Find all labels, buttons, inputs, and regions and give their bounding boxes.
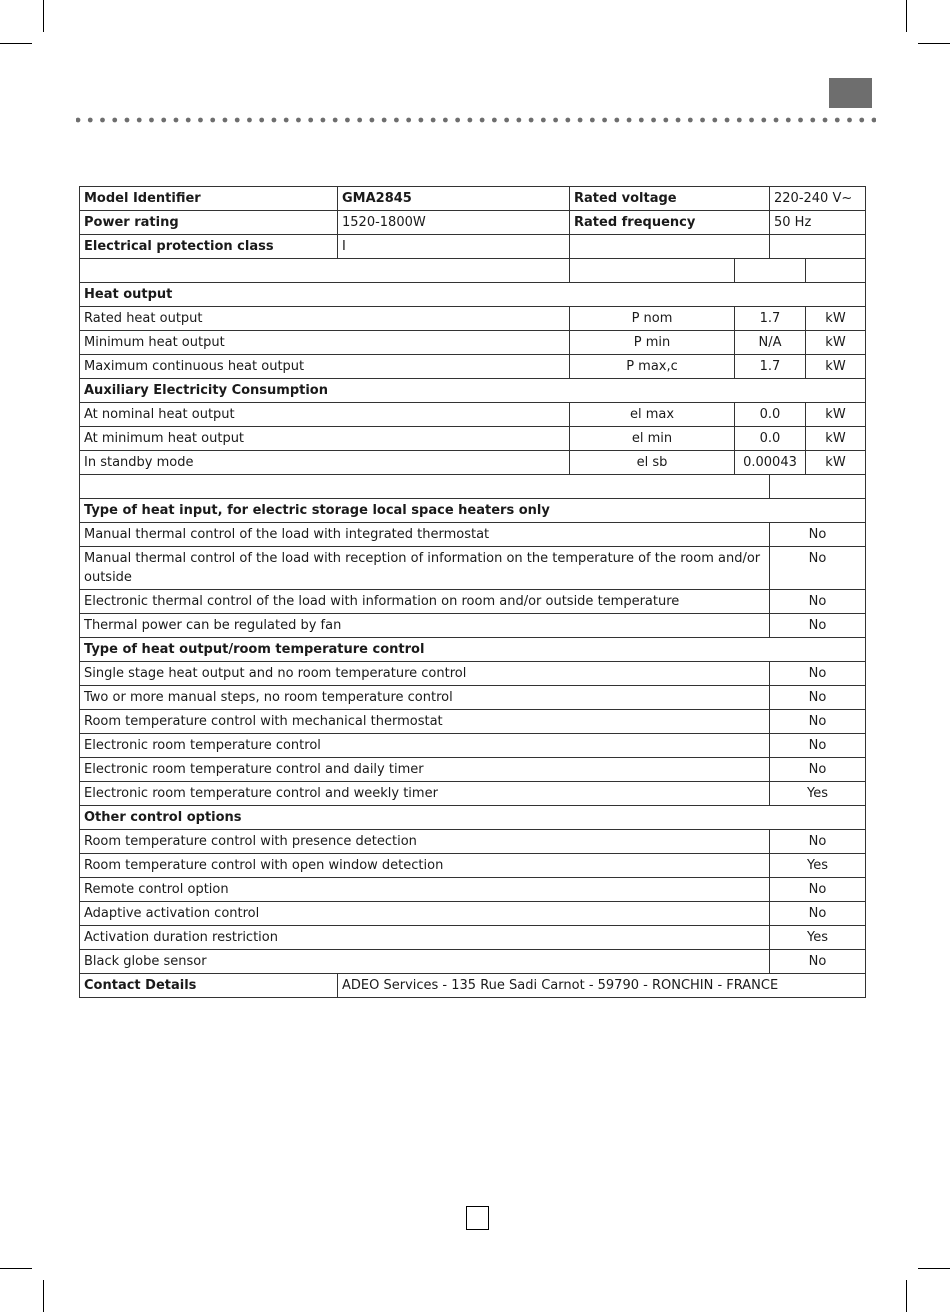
rule-dot — [394, 118, 399, 123]
row-symbol: el max — [570, 403, 735, 427]
table-row — [80, 475, 866, 499]
rule-dot — [76, 118, 80, 123]
rule-dot — [333, 118, 338, 123]
row-value: No — [770, 614, 866, 638]
row-value: No — [770, 758, 866, 782]
rule-dot — [786, 118, 791, 123]
row-value: No — [770, 686, 866, 710]
table-row — [80, 854, 866, 878]
table-row — [80, 355, 866, 379]
rule-dot — [431, 118, 436, 123]
table-row — [80, 259, 866, 283]
rule-dot — [247, 118, 252, 123]
table-row — [80, 187, 866, 211]
rule-dot — [418, 118, 423, 123]
empty-cell — [80, 475, 770, 499]
table-row — [80, 523, 866, 547]
empty-cell — [735, 259, 806, 283]
row-label: Remote control option — [80, 878, 770, 902]
table-row — [80, 878, 866, 902]
section-heading-row — [80, 499, 866, 523]
page-tab-marker — [829, 78, 872, 108]
table-row — [80, 451, 866, 475]
section-heading-row — [80, 638, 866, 662]
rule-dot — [345, 118, 350, 123]
rule-dot — [223, 118, 228, 123]
rule-dot — [798, 118, 803, 123]
crop-mark — [43, 1280, 44, 1312]
rule-dot — [810, 118, 815, 123]
row-label: At nominal heat output — [80, 403, 570, 427]
row-label: Two or more manual steps, no room temperature control — [80, 686, 770, 710]
row-value: No — [770, 830, 866, 854]
row-value: Yes — [770, 926, 866, 950]
rule-dot — [725, 118, 730, 123]
table-row — [80, 974, 866, 998]
table-row — [80, 614, 866, 638]
row-symbol: el min — [570, 427, 735, 451]
empty-cell — [570, 259, 735, 283]
row-label: Minimum heat output — [80, 331, 570, 355]
rule-dot — [676, 118, 681, 123]
table-row — [80, 590, 866, 614]
table-row — [80, 758, 866, 782]
rule-dot — [112, 118, 117, 123]
contact-details-value: ADEO Services - 135 Rue Sadi Carnot - 59790 - RONCHIN - FRANCE — [338, 974, 866, 998]
rule-dot — [88, 118, 93, 123]
protection-class-label: Electrical protection class — [80, 235, 338, 259]
row-unit: kW — [806, 355, 866, 379]
row-label: Maximum continuous heat output — [80, 355, 570, 379]
table-row — [80, 830, 866, 854]
rule-dot — [272, 118, 277, 123]
rule-dot — [627, 118, 632, 123]
row-label: Manual thermal control of the load with reception of information on the temperature of the room and/or outside — [80, 547, 770, 590]
row-label: Room temperature control with open window detection — [80, 854, 770, 878]
rule-dot — [737, 118, 742, 123]
row-value: No — [770, 590, 866, 614]
table-row — [80, 734, 866, 758]
rule-dot — [590, 118, 595, 123]
row-value: No — [770, 734, 866, 758]
rated-frequency-label: Rated frequency — [570, 211, 770, 235]
crop-mark — [906, 1280, 907, 1312]
rule-dot — [100, 118, 105, 123]
table-row — [80, 782, 866, 806]
dotted-rule — [76, 116, 876, 126]
rule-dot — [651, 118, 656, 123]
rule-dot — [308, 118, 313, 123]
row-label: At minimum heat output — [80, 427, 570, 451]
crop-mark — [43, 0, 44, 32]
row-unit: kW — [806, 451, 866, 475]
rule-dot — [198, 118, 203, 123]
rule-dot — [516, 118, 521, 123]
section-heading-row — [80, 283, 866, 307]
rule-dot — [565, 118, 570, 123]
row-value: No — [770, 902, 866, 926]
section-heading: Type of heat output/room temperature control — [80, 638, 866, 662]
row-label: Thermal power can be regulated by fan — [80, 614, 770, 638]
rule-dot — [872, 118, 876, 123]
empty-cell — [770, 475, 866, 499]
rule-dot — [541, 118, 546, 123]
crop-mark — [0, 1268, 32, 1269]
row-value: No — [770, 710, 866, 734]
row-unit: kW — [806, 427, 866, 451]
rule-dot — [259, 118, 264, 123]
rule-dot — [749, 118, 754, 123]
model-identifier-value: GMA2845 — [338, 187, 570, 211]
contact-details-label: Contact Details — [80, 974, 338, 998]
rule-dot — [639, 118, 644, 123]
section-heading: Auxiliary Electricity Consumption — [80, 379, 866, 403]
section-heading: Type of heat input, for electric storage local space heaters only — [80, 499, 866, 523]
crop-mark — [0, 43, 32, 44]
table-row — [80, 547, 866, 590]
rule-dot — [382, 118, 387, 123]
rule-dot — [137, 118, 142, 123]
row-symbol: P nom — [570, 307, 735, 331]
empty-cell — [80, 259, 570, 283]
rule-dot — [529, 118, 534, 123]
row-value: 1.7 — [735, 355, 806, 379]
rule-dot — [823, 118, 828, 123]
rule-dot — [296, 118, 301, 123]
rule-dot — [614, 118, 619, 123]
rule-dot — [370, 118, 375, 123]
rule-dot — [835, 118, 840, 123]
row-label: Room temperature control with presence detection — [80, 830, 770, 854]
row-label: Rated heat output — [80, 307, 570, 331]
row-label: In standby mode — [80, 451, 570, 475]
row-symbol: P min — [570, 331, 735, 355]
row-value: Yes — [770, 854, 866, 878]
rule-dot — [847, 118, 852, 123]
row-label: Electronic thermal control of the load with information on room and/or outside temperature — [80, 590, 770, 614]
rule-dot — [663, 118, 668, 123]
empty-cell — [770, 235, 866, 259]
crop-mark — [918, 43, 950, 44]
table-row — [80, 427, 866, 451]
rule-dot — [406, 118, 411, 123]
rule-dot — [480, 118, 485, 123]
rule-dot — [761, 118, 766, 123]
rule-dot — [125, 118, 130, 123]
rule-dot — [859, 118, 864, 123]
row-value: 0.0 — [735, 403, 806, 427]
rule-dot — [602, 118, 607, 123]
table-row — [80, 211, 866, 235]
row-label: Room temperature control with mechanical thermostat — [80, 710, 770, 734]
spec-table — [79, 186, 866, 998]
row-unit: kW — [806, 307, 866, 331]
rated-voltage-label: Rated voltage — [570, 187, 770, 211]
row-label: Electronic room temperature control and daily timer — [80, 758, 770, 782]
rule-dot — [553, 118, 558, 123]
table-row — [80, 307, 866, 331]
empty-cell — [806, 259, 866, 283]
model-identifier-label: Model Identifier — [80, 187, 338, 211]
row-value: 0.0 — [735, 427, 806, 451]
row-label: Black globe sensor — [80, 950, 770, 974]
rule-dot — [284, 118, 289, 123]
protection-class-value: I — [338, 235, 570, 259]
row-label: Adaptive activation control — [80, 902, 770, 926]
section-heading-row — [80, 806, 866, 830]
table-row — [80, 710, 866, 734]
rule-dot — [467, 118, 472, 123]
rule-dot — [688, 118, 693, 123]
row-label: Manual thermal control of the load with integrated thermostat — [80, 523, 770, 547]
power-rating-value: 1520-1800W — [338, 211, 570, 235]
row-value: No — [770, 523, 866, 547]
crop-mark — [906, 0, 907, 32]
row-value: 0.00043 — [735, 451, 806, 475]
row-symbol: P max,c — [570, 355, 735, 379]
table-row — [80, 950, 866, 974]
table-row — [80, 235, 866, 259]
row-value: 1.7 — [735, 307, 806, 331]
row-value: Yes — [770, 782, 866, 806]
rated-frequency-value: 50 Hz — [770, 211, 866, 235]
row-label: Single stage heat output and no room temperature control — [80, 662, 770, 686]
rule-dot — [161, 118, 166, 123]
row-value: N/A — [735, 331, 806, 355]
rule-dot — [357, 118, 362, 123]
row-value: No — [770, 547, 866, 590]
row-value: No — [770, 662, 866, 686]
table-row — [80, 662, 866, 686]
table-row — [80, 686, 866, 710]
rule-dot — [774, 118, 779, 123]
row-label: Activation duration restriction — [80, 926, 770, 950]
row-value: No — [770, 950, 866, 974]
power-rating-label: Power rating — [80, 211, 338, 235]
rule-dot — [700, 118, 705, 123]
rule-dot — [492, 118, 497, 123]
rule-dot — [578, 118, 583, 123]
row-unit: kW — [806, 331, 866, 355]
crop-mark — [918, 1268, 950, 1269]
rule-dot — [235, 118, 240, 123]
rule-dot — [186, 118, 191, 123]
table-row — [80, 926, 866, 950]
section-heading-row — [80, 379, 866, 403]
row-label: Electronic room temperature control and weekly timer — [80, 782, 770, 806]
rule-dot — [712, 118, 717, 123]
rule-dot — [443, 118, 448, 123]
rule-dot — [174, 118, 179, 123]
empty-cell — [570, 235, 770, 259]
rule-dot — [504, 118, 509, 123]
row-value: No — [770, 878, 866, 902]
section-heading: Heat output — [80, 283, 866, 307]
rated-voltage-value: 220-240 V~ — [770, 187, 866, 211]
rule-dot — [210, 118, 215, 123]
rule-dot — [455, 118, 460, 123]
row-unit: kW — [806, 403, 866, 427]
section-heading: Other control options — [80, 806, 866, 830]
row-symbol: el sb — [570, 451, 735, 475]
table-row — [80, 403, 866, 427]
table-row — [80, 331, 866, 355]
row-label: Electronic room temperature control — [80, 734, 770, 758]
table-row — [80, 902, 866, 926]
rule-dot — [321, 118, 326, 123]
page-number-box — [466, 1206, 489, 1230]
rule-dot — [149, 118, 154, 123]
